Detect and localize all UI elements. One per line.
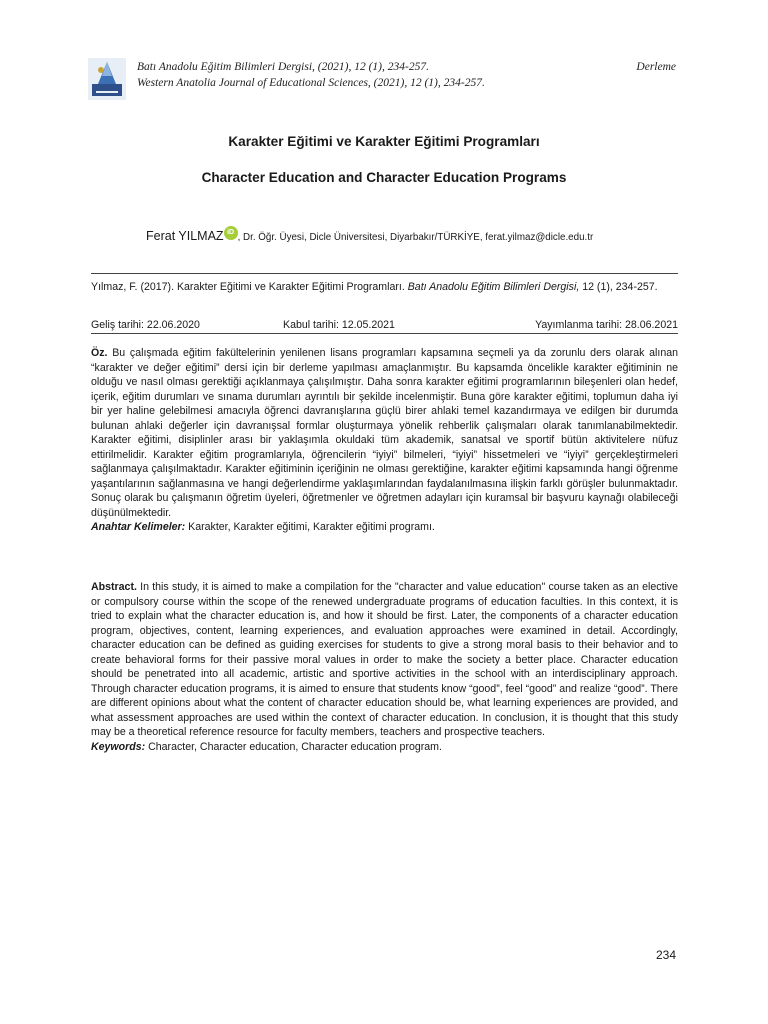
keywords-en	[91, 740, 678, 755]
abstract-tr-label: Öz.	[91, 347, 108, 359]
abstract-english	[91, 580, 678, 754]
divider-top	[91, 273, 678, 274]
accepted-date: Kabul tarihi: 12.05.2021	[283, 319, 395, 331]
author-affiliation: , Dr. Öğr. Üyesi, Dicle Üniversitesi, Diyarbakır/TÜRKİYE, ferat.yilmaz@dicle.edu.tr	[237, 232, 594, 243]
orcid-icon[interactable]: iD	[224, 226, 238, 240]
keywords-tr	[91, 520, 678, 535]
citation-text: Yılmaz, F. (2017). Karakter Eğitimi ve Karakter Eğitimi Programları.	[91, 281, 408, 293]
abstract-en-label: Abstract.	[91, 581, 137, 593]
citation	[91, 280, 678, 294]
title-english: Character Education and Character Education Programs	[201, 170, 567, 185]
keywords-en-text: Character, Character education, Character education program.	[145, 740, 442, 753]
received-date: Geliş tarihi: 22.06.2020	[91, 319, 200, 331]
journal-citation-tr: Batı Anadolu Eğitim Bilimleri Dergisi, (2021), 12 (1), 234-257.	[137, 61, 429, 73]
article-type-label: Derleme	[636, 61, 676, 73]
divider-bottom	[91, 333, 678, 334]
journal-logo-icon	[88, 58, 126, 100]
published-date: Yayımlanma tarihi: 28.06.2021	[535, 319, 678, 331]
abstract-en-text: In this study, it is aimed to make a compilation for the "character and value education" course taken as an elective or compulsory course within the scope of the renewed undergraduate programs of education faculties. In this context, it is tried to explain what the character education is, and how it should be first. Later, the components of a character education program, objectives, content, learning experiences, and evaluation approaches were examined in detail. Accordingly, character education can be defined as guiding exercises for students to give a strong moral basis to their behavior and to create behavioral forms for their passive moral values in order to make the society a better place. Character education should be penetrated into all academic, artistic and sportive activities in the school with an interdisciplinary approach. Through character education programs, it is aimed to ensure that students know “good”, feel “good” and realize “good”. There are different opinions about what the content of character education should be, what learning experiences are provided, and what assessment approaches are used within the context of character education. In conclusion, it is thought that this study may be a theoretical reference resource for faculty members, teachers and prospective teachers.	[91, 581, 678, 738]
keywords-tr-text: Karakter, Karakter eğitimi, Karakter eğitimi programı.	[185, 521, 435, 533]
author-name: Ferat YILMAZ	[146, 229, 224, 243]
keywords-tr-label: Anahtar Kelimeler:	[91, 521, 186, 533]
abstract-tr-body	[91, 346, 678, 520]
abstract-en-body	[91, 580, 678, 740]
citation-journal: Batı Anadolu Eğitim Bilimleri Dergisi,	[407, 281, 580, 293]
journal-citation-en: Western Anatolia Journal of Educational Sciences, (2021), 12 (1), 234-257.	[137, 77, 485, 89]
author-line	[146, 226, 593, 245]
citation-volume: 12 (1), 234-257.	[579, 281, 658, 293]
page-number: 234	[655, 948, 676, 962]
keywords-en-label: Keywords:	[91, 740, 146, 753]
title-turkish: Karakter Eğitimi ve Karakter Eğitimi Programları	[228, 134, 540, 149]
abstract-tr-text: Bu çalışmada eğitim fakültelerinin yenilenen lisans programları kapsamına seçmeli ya da zorunlu ders olarak alınan “karakter ve değer eğitimi” dersi için bir derleme yapılması amaçlanmıştır. Bu kapsamda öncelikle karakter eğitiminin ne olduğu ve nasıl olması gerektiği açıklanmaya çalışılmıştır. Daha sonra karakter eğitimi programlarının bileşenleri olan hedef, içerik, eğitim durumları ve sınama durumları ayrıntılı bir şekilde incelenmiştir. Buna göre karakter eğitimi, toplumun daha iyi bir yer haline gelebilmesi amacıyla öğrenci davranışlarına güçlü birer ahlaki temel kazandırmaya ve edilgen bir durumda bulunan ahlaki değerler için davranışsal formlar oluşturmaya yönelik rehberlik çalışmaları olarak tanımlanabilmektedir. Karakter eğitimi, disiplinler arası bir yaklaşımla okuldaki tüm akademik, sanatsal ve sportif bütün aktivitelere nüfuz ettirilmelidir. Karakter eğitim programlarıyla, öğrencilerin “iyiyi” bilmeleri, “iyiyi” hissetmeleri ve “iyiyi” gerçekleştirmeleri sağlanmaya çalışılmaktadır. Karakter eğitiminin içeriğinin ne olması gerektiğine, karakter eğitimi kapsamında hangi öğrenme yaşantılarının sağlanmasına ve hangi değerlendirme yaklaşımlarından faydalanılmasına ilişkin farklı görüşler bulunmaktadır. Sonuç olarak bu çalışmanın öğretim üyeleri, öğretmenler ve öğretmen adayları için kuramsal bir başvuru kaynağı olabileceği düşünülmektedir.	[91, 347, 678, 519]
abstract-turkish	[91, 346, 678, 535]
